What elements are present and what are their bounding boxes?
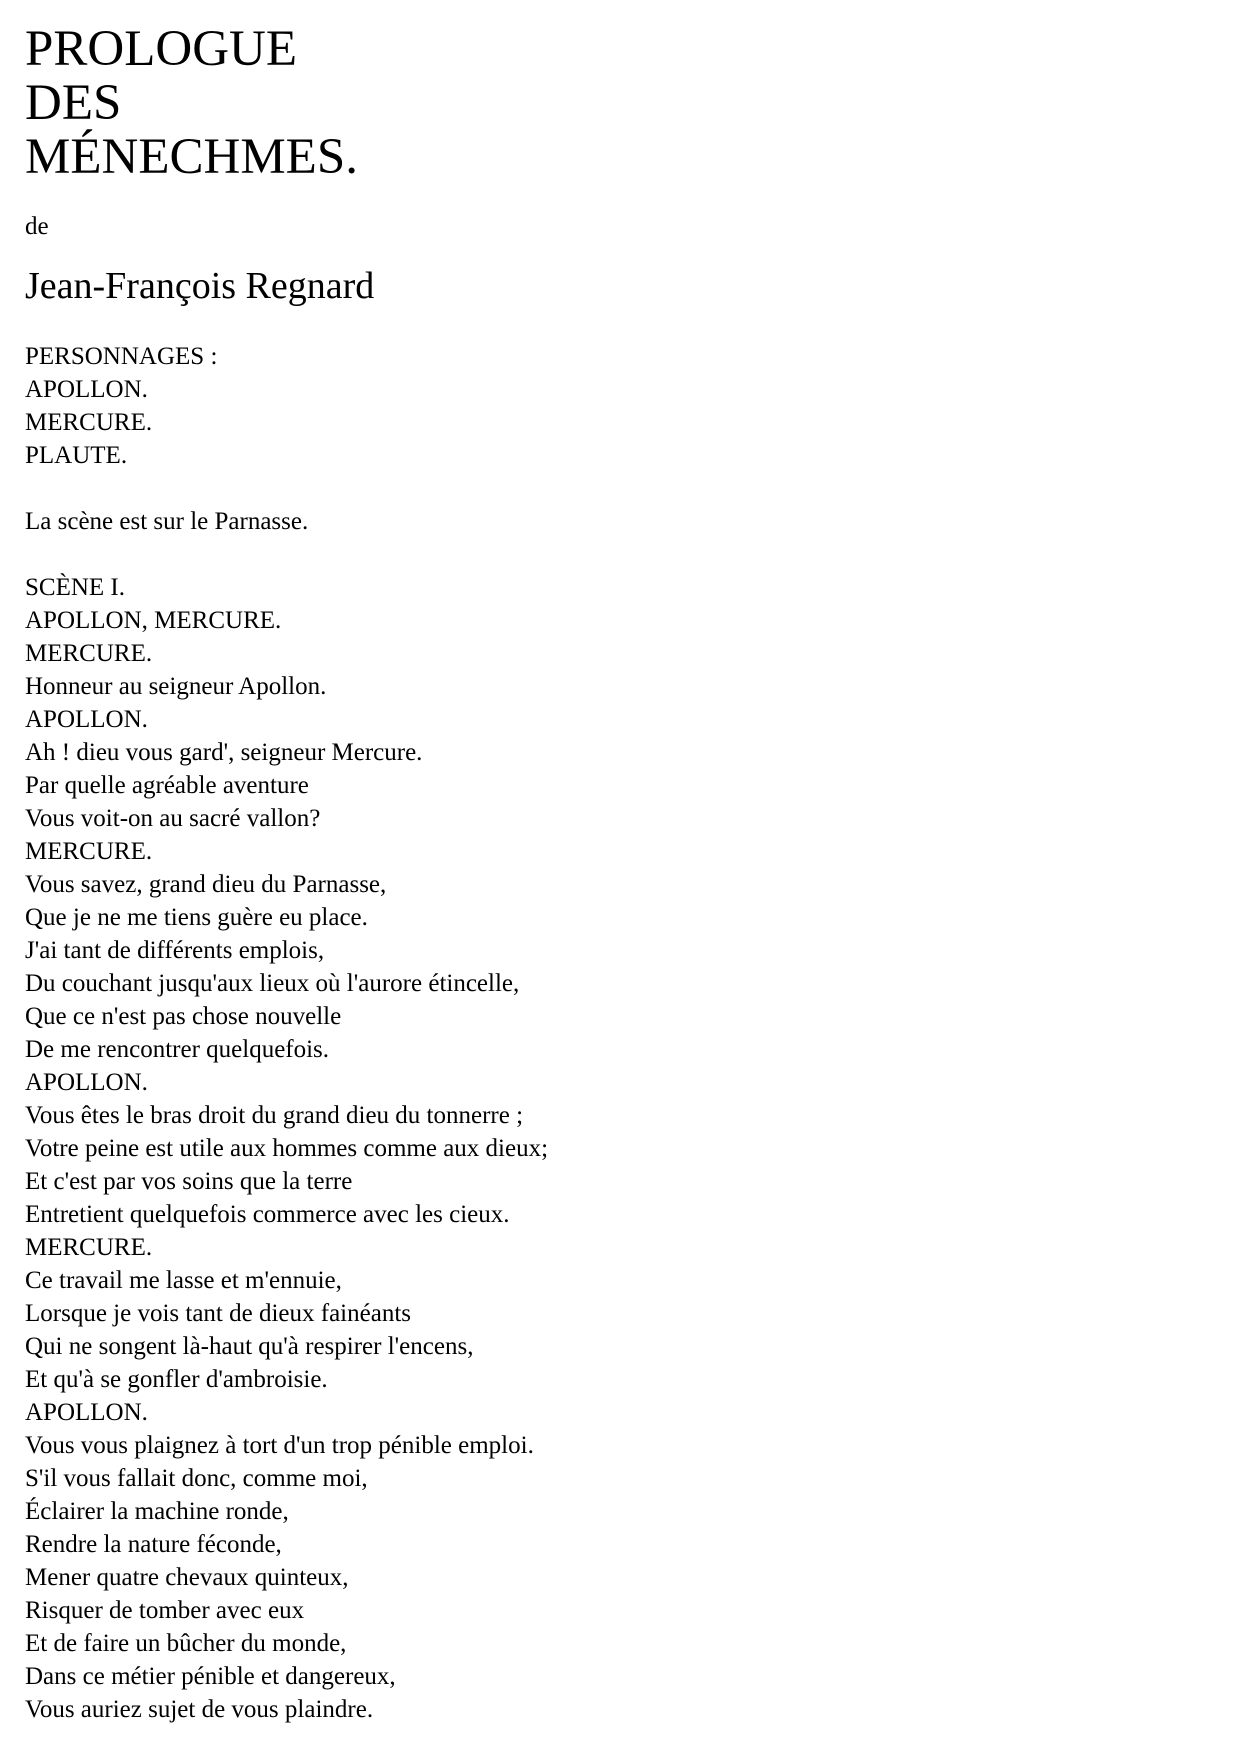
by-label: de xyxy=(25,213,49,240)
text-line: Qui ne songent là-haut qu'à respirer l'encens, xyxy=(25,1332,474,1360)
text-line xyxy=(25,538,1215,571)
text-line: MERCURE. xyxy=(25,408,153,436)
text-line: J'ai tant de différents emplois, xyxy=(25,936,325,964)
text-line: Rendre la nature féconde, xyxy=(25,1530,282,1558)
text-line: Vous vous plaignez à tort d'un trop pénible emploi. xyxy=(25,1431,534,1459)
play-text xyxy=(25,340,1215,1726)
text-line: Dans ce métier pénible et dangereux, xyxy=(25,1662,396,1690)
text-line xyxy=(25,472,1215,505)
text-line: MERCURE. xyxy=(25,1233,153,1261)
text-line: Vous voit-on au sacré vallon? xyxy=(25,804,321,832)
text-line: Mener quatre chevaux quinteux, xyxy=(25,1563,349,1591)
text-line: S'il vous fallait donc, comme moi, xyxy=(25,1464,368,1492)
text-line: APOLLON. xyxy=(25,1398,148,1426)
title-line: MÉNECHMES. xyxy=(25,129,358,185)
text-line: Que je ne me tiens guère eu place. xyxy=(25,903,368,931)
author-name: Jean-François Regnard xyxy=(25,265,375,307)
document-page xyxy=(25,22,1215,1726)
text-line: Ah ! dieu vous gard', seigneur Mercure. xyxy=(25,738,423,766)
text-line: Et de faire un bûcher du monde, xyxy=(25,1629,347,1657)
text-line: PERSONNAGES : xyxy=(25,342,218,370)
text-line: Éclairer la machine ronde, xyxy=(25,1497,289,1525)
title-line: PROLOGUE xyxy=(25,21,298,77)
text-line: MERCURE. xyxy=(25,837,153,865)
text-line: Entretient quelquefois commerce avec les cieux. xyxy=(25,1200,510,1228)
text-line: Et qu'à se gonfler d'ambroisie. xyxy=(25,1365,328,1393)
text-line: Risquer de tomber avec eux xyxy=(25,1596,305,1624)
text-line: Lorsque je vois tant de dieux fainéants xyxy=(25,1299,411,1327)
text-line: APOLLON, MERCURE. xyxy=(25,606,282,634)
text-line: APOLLON. xyxy=(25,375,148,403)
text-line: Et c'est par vos soins que la terre xyxy=(25,1167,353,1195)
text-line: Honneur au seigneur Apollon. xyxy=(25,672,327,700)
text-line: Votre peine est utile aux hommes comme aux dieux; xyxy=(25,1134,549,1162)
text-line: Du couchant jusqu'aux lieux où l'aurore étincelle, xyxy=(25,969,520,997)
text-line: Ce travail me lasse et m'ennuie, xyxy=(25,1266,342,1294)
text-line: Vous êtes le bras droit du grand dieu du tonnerre ; xyxy=(25,1101,524,1129)
text-line: MERCURE. xyxy=(25,639,153,667)
text-line: APOLLON. xyxy=(25,705,148,733)
text-line: Vous auriez sujet de vous plaindre. xyxy=(25,1695,374,1723)
text-line: Vous savez, grand dieu du Parnasse, xyxy=(25,870,387,898)
title-line: DES xyxy=(25,75,122,131)
text-line: La scène est sur le Parnasse. xyxy=(25,507,309,535)
text-line: Par quelle agréable aventure xyxy=(25,771,309,799)
text-line: Que ce n'est pas chose nouvelle xyxy=(25,1002,342,1030)
text-line: SCÈNE I. xyxy=(25,573,125,601)
text-line: De me rencontrer quelquefois. xyxy=(25,1035,330,1063)
text-line: PLAUTE. xyxy=(25,441,128,469)
text-line: APOLLON. xyxy=(25,1068,148,1096)
document-title xyxy=(25,22,1215,184)
